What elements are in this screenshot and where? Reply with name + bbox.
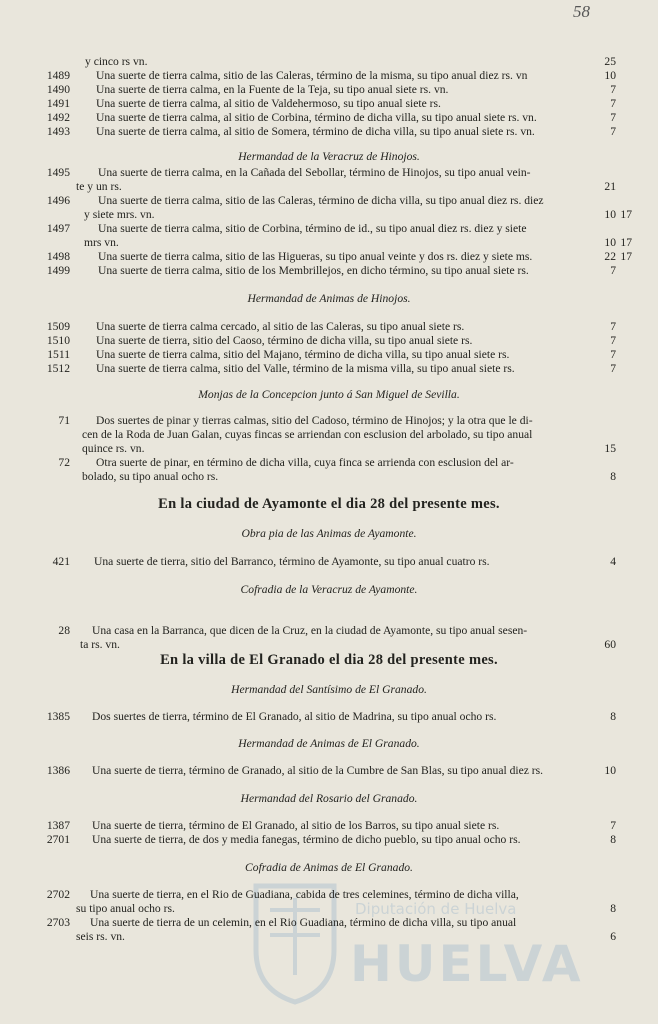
entry-text: Una suerte de tierra de un celemin, en el Rio Guadiana, término de dicha villa, su tipo anual xyxy=(90,916,517,929)
entry-number: 1493 xyxy=(46,125,70,138)
entry-number: 1492 xyxy=(46,111,70,124)
entry-text: Una suerte de tierra, sitio del Barranco, término de Ayamonte, su tipo anual cuatro rs. xyxy=(94,555,490,568)
entry-text: cen de la Roda de Juan Galan, cuyas fincas se arriendan con esclusion del arbolado, su tipo anual xyxy=(82,428,533,441)
entry-number: 1509 xyxy=(46,320,70,333)
entry-text: Otra suerte de pinar, en término de dicha villa, cuya finca se arrienda con esclusion del ar- xyxy=(96,456,514,469)
entry-number: 1510 xyxy=(46,334,70,347)
entry-amount: 8 xyxy=(610,710,616,723)
section-heading: Hermandad del Santísimo de El Granado. xyxy=(231,683,427,696)
entry-amount: 25 xyxy=(604,55,616,68)
section-heading: Obra pia de las Animas de Ayamonte. xyxy=(241,527,417,540)
entry-amount-mrs: 17 xyxy=(620,208,632,221)
entry-amount: 6 xyxy=(610,930,616,943)
entry-amount: 7 xyxy=(610,334,616,347)
entry-text: Una suerte de tierra, término de El Granado, al sitio de los Barros, su tipo anual siete rs. xyxy=(92,819,500,832)
entry-text: y cinco rs vn. xyxy=(85,55,148,68)
entry-number: 1490 xyxy=(46,83,70,96)
entry-text: ta rs. vn. xyxy=(80,638,120,651)
entry-text: Una suerte de tierra calma, al sitio de Somera, término de dicha villa, su tipo anual siete rs. vn. xyxy=(96,125,535,138)
page-number: 58 xyxy=(573,2,590,21)
entry-number: 28 xyxy=(58,624,70,637)
entry-amount: 4 xyxy=(610,555,616,568)
entry-number: 1385 xyxy=(46,710,70,723)
entry-amount-mrs: 17 xyxy=(620,250,632,263)
entry-number: 1498 xyxy=(46,250,70,263)
entry-amount: 7 xyxy=(610,320,616,333)
entry-text: seis rs. vn. xyxy=(76,930,125,943)
entry-amount: 7 xyxy=(610,125,616,138)
entry-text: Una suerte de tierra calma, sitio de los Membrillejos, en dicho término, su tipo anual siete rs. xyxy=(98,264,529,277)
entry-text: mrs vn. xyxy=(84,236,119,249)
entry-amount: 21 xyxy=(604,180,616,193)
entry-number: 1496 xyxy=(46,194,70,207)
section-heading: Hermandad del Rosario del Granado. xyxy=(240,792,418,805)
section-heading: Monjas de la Concepcion junto á San Miguel de Sevilla. xyxy=(198,388,460,401)
entry-number: 1495 xyxy=(46,166,70,179)
section-title: En la villa de El Granado el dia 28 del presente mes. xyxy=(160,652,498,668)
entry-number: 1511 xyxy=(47,348,70,361)
entry-text: Una suerte de tierra calma, sitio de Corbina, término de id., su tipo anual diez rs. diez y siete xyxy=(98,222,527,235)
entry-text: Dos suertes de tierra, término de El Granado, al sitio de Madrina, su tipo anual ocho rs. xyxy=(92,710,497,723)
entry-amount: 10 xyxy=(604,208,616,221)
entry-text: su tipo anual ocho rs. xyxy=(76,902,175,915)
entry-amount: 7 xyxy=(610,362,616,375)
entry-amount: 8 xyxy=(610,902,616,915)
entry-text: bolado, su tipo anual ocho rs. xyxy=(82,470,219,483)
entry-amount: 7 xyxy=(610,97,616,110)
entry-number: 2701 xyxy=(46,833,70,846)
entry-text: Una suerte de tierra, sitio del Caoso, término de dicha villa, su tipo anual siete rs. xyxy=(96,334,473,347)
entry-number: 1499 xyxy=(46,264,70,277)
entry-amount: 10 xyxy=(604,69,616,82)
entry-amount: 8 xyxy=(610,833,616,846)
entry-text: Una suerte de tierra calma, sitio de las Caleras, término de la misma, su tipo anual diez rs. vn xyxy=(96,69,528,82)
section-heading: Cofradia de Animas de El Granado. xyxy=(245,861,413,874)
entry-text: Dos suertes de pinar y tierras calmas, sitio del Cadoso, término de Hinojos; y la otra que le di- xyxy=(96,414,533,427)
entry-text: Una suerte de tierra calma, sitio de las Higueras, su tipo anual veinte y dos rs. diez y siete ms. xyxy=(98,250,533,263)
entry-number: 2703 xyxy=(46,916,70,929)
entry-amount: 7 xyxy=(610,264,616,277)
entry-text: Una suerte de tierra, de dos y media fanegas, término de dicho pueblo, su tipo anual ocho rs. xyxy=(92,833,521,846)
entry-number: 2702 xyxy=(46,888,70,901)
entry-amount: 10 xyxy=(604,236,616,249)
entry-text: Una suerte de tierra calma, al sitio de Valdehermoso, su tipo anual siete rs. xyxy=(96,97,441,110)
entry-text: Una suerte de tierra calma, al sitio de Corbina, término de dicha villa, su tipo anual siete rs. vn. xyxy=(96,111,537,124)
entry-amount-mrs: 17 xyxy=(620,236,632,249)
entry-amount: 15 xyxy=(604,442,616,455)
entry-text: Una suerte de tierra calma, sitio de las Caleras, término de dicha villa, su tipo anual diez rs. diez xyxy=(98,194,544,207)
watermark-institution: Diputación de Huelva xyxy=(355,900,517,918)
entry-number: 1387 xyxy=(46,819,70,832)
entry-amount: 7 xyxy=(610,819,616,832)
section-heading: Hermandad de Animas de El Granado. xyxy=(238,737,420,750)
entry-text: Una suerte de tierra, en el Rio de Guadiana, cabida de tres celemines, término de dicha villa, xyxy=(90,888,519,901)
entry-text: Una suerte de tierra calma, sitio del Valle, término de la misma villa, su tipo anual siete rs. xyxy=(96,362,515,375)
entry-text: y siete mrs. vn. xyxy=(84,208,155,221)
entry-number: 421 xyxy=(52,555,70,568)
entry-number: 72 xyxy=(58,456,70,469)
section-title: En la ciudad de Ayamonte el dia 28 del presente mes. xyxy=(158,496,500,512)
entry-text: Una suerte de tierra calma cercado, al sitio de las Caleras, su tipo anual siete rs. xyxy=(96,320,465,333)
entry-text: Una suerte de tierra calma, en la Cañada del Sebollar, término de Hinojos, su tipo anual vein- xyxy=(98,166,531,179)
entry-amount: 10 xyxy=(604,764,616,777)
entry-text: Una suerte de tierra, término de Granado, al sitio de la Cumbre de San Blas, su tipo anual diez rs. xyxy=(92,764,544,777)
entry-amount: 7 xyxy=(610,111,616,124)
entry-number: 1512 xyxy=(46,362,70,375)
entry-text: Una suerte de tierra calma, sitio del Majano, término de dicha villa, su tipo anual siete rs. xyxy=(96,348,510,361)
entry-text: te y un rs. xyxy=(76,180,122,193)
watermark-name: HUELVA xyxy=(350,935,584,993)
section-heading: Hermandad de Animas de Hinojos. xyxy=(247,292,411,305)
entry-text: quince rs. vn. xyxy=(82,442,145,455)
entry-number: 1497 xyxy=(46,222,70,235)
section-heading: Hermandad de la Veracruz de Hinojos. xyxy=(238,150,420,163)
entry-amount: 22 xyxy=(604,250,616,263)
entry-number: 71 xyxy=(58,414,70,427)
entry-number: 1386 xyxy=(46,764,70,777)
entry-amount: 7 xyxy=(610,83,616,96)
entry-number: 1491 xyxy=(46,97,70,110)
entry-amount: 7 xyxy=(610,348,616,361)
entry-number: 1489 xyxy=(46,69,70,82)
section-heading: Cofradia de la Veracruz de Ayamonte. xyxy=(240,583,418,596)
entry-text: Una suerte de tierra calma, en la Fuente de la Teja, su tipo anual siete rs. vn. xyxy=(96,83,449,96)
entry-text: Una casa en la Barranca, que dicen de la Cruz, en la ciudad de Ayamonte, su tipo anual sesen- xyxy=(92,624,528,637)
entry-amount: 60 xyxy=(604,638,616,651)
entry-amount: 8 xyxy=(610,470,616,483)
